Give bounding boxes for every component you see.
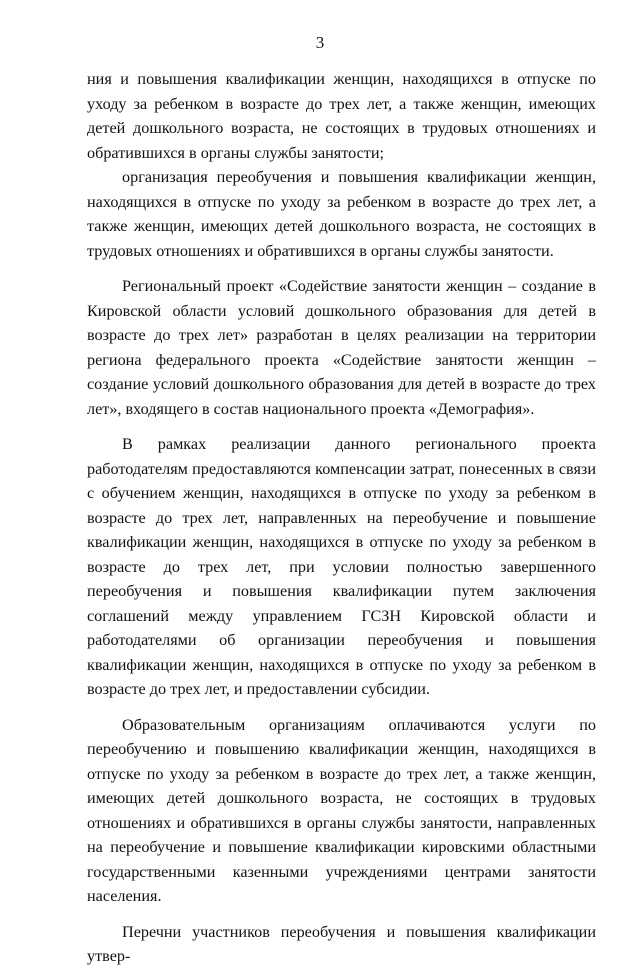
paragraph-regional-project: Региональный проект «Содействие занятости женщин – создание в Кировской области условий дошкольного образования для детей в возрасте до трех лет» разработан в целях реализации на территории региона федерального проекта «Содействие занятости женщин – создание условий дошкольного образования для детей в возрасте до трех лет», входящего в состав национального проекта «Демография».	[87, 277, 596, 418]
paragraph-continuation: ния и повышения квалификации женщин, находящихся в отпуске по уходу за ребенком в возрасте до трех лет, а также женщин, имеющих детей дошкольного возраста, не состоящих в трудовых отношениях и обратившихся в органы службы занятости;	[87, 70, 596, 162]
paragraph-retraining-organization: организация переобучения и повышения квалификации женщин, находящихся в отпуске по уходу за ребенком в возрасте до трех лет, а также женщин, имеющих детей дошкольного возраста, не состоящих в трудовых отношениях и обратившихся в органы службы занятости.	[87, 168, 596, 260]
paragraph-educational-organizations: Образовательным организациям оплачиваются услуги по переобучению и повышению квалификации женщин, находящихся в отпуске по уходу за ребенком в возрасте до трех лет, а также женщин, имеющих детей дошкольного возраста, не состоящих в трудовых отношениях и обратившихся в органы службы занятости, направленных на переобучение и повышение квалификации кировскими областными государственными казенными учреждениями центрами занятости населения.	[87, 715, 596, 905]
page-number: 3	[315, 33, 325, 52]
paragraph-participant-lists: Перечни участников переобучения и повышения квалификации утвер-	[87, 922, 596, 965]
paragraph-employer-compensation: В рамках реализации данного регионального проекта работодателям предоставляются компенсации затрат, понесенных в связи с обучением женщин, находящихся в отпуске по уходу за ребенком в возрасте до трех лет, направленных на переобучение и повышение квалификации женщин, находящихся в отпуске по уходу за ребенком в возрасте до трех лет, при условии полностью завершенного переобучения и повышения квалификации путем заключения соглашений между управлением ГСЗН Кировской области и работодателями об организации переобучения и повышения квалификации женщин, находящихся в отпуске по уходу за ребенком в возрасте до трех лет, и предоставлении субсидии.	[87, 435, 596, 698]
document-body	[87, 67, 596, 969]
